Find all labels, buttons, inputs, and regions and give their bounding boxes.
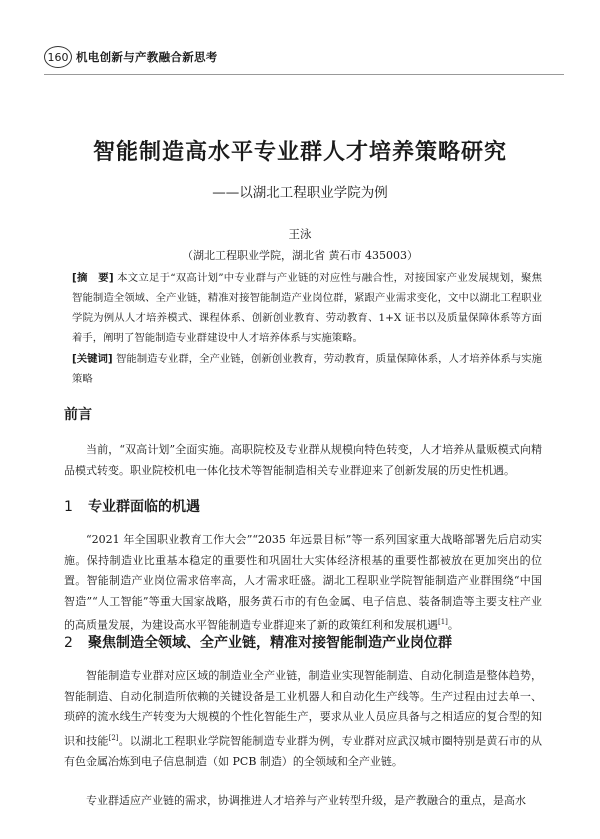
section-heading-2 — [64, 632, 452, 652]
article-title: 智能制造高水平专业群人才培养策略研究 — [92, 140, 507, 165]
author-affiliation: （湖北工程职业学院，湖北省 黄石市 435003） — [182, 249, 418, 262]
keywords — [72, 349, 542, 389]
keywords-label: [关键词] — [72, 353, 113, 365]
article-subtitle: ——以湖北工程职业学院为例 — [212, 185, 388, 201]
paragraph-preface-1: 当前，“双高计划”全面实施。高职院校及专业群从规模向特色转变，人才培养从量贩模式向精品模式转变。职业院校机电一体化技术等智能制造相关专业群迎来了创新发展的历史性机遇。 — [64, 443, 542, 477]
journal-name: 机电创新与产教融合新思考 — [76, 50, 218, 64]
paragraph-s2-1-text: 智能制造专业群对应区域的制造业全产业链，制造业实现智能制造、自动化制造是整体趋势，智能制造、自动化制造所依赖的关键设备是工业机器人和自动化生产线等。生产过程由过去单一、琐碎的流水线生产转变为大规模的个性化智能生产，要求从业人员应具备与之相适应的复合型的知识和技能 — [64, 669, 542, 748]
paragraph-s2-1 — [64, 666, 542, 772]
section-title-2: 聚焦制造全领域、全产业链，精准对接智能制造产业岗位群 — [88, 635, 452, 651]
citation-ref: [2] — [108, 733, 119, 742]
abstract-label: [摘 要] — [72, 272, 114, 284]
section-title-1: 专业群面临的机遇 — [88, 499, 200, 515]
running-header — [44, 44, 218, 70]
section-heading-1 — [64, 496, 200, 516]
paragraph-s1-1-end: 。 — [447, 618, 459, 632]
header-rule — [44, 74, 564, 75]
citation-ref: [1] — [438, 618, 448, 626]
page-number: 160 — [44, 46, 72, 68]
section-number-1: 1 — [64, 499, 73, 515]
section-number-2: 2 — [64, 635, 73, 651]
author-name: 王泳 — [288, 227, 312, 241]
abstract-text: 本文立足于“双高计划”中专业群与产业链的对应性与融合性，对接国家产业发展规划，聚焦智能制造全领域、全产业链，精准对接智能制造产业岗位群，紧跟产业需求变化，文中以湖北工程职业学院为例从人才培养模式、课程体系、创新创业教育、劳动教育、1+X 证书以及质量保障体系等方面着手，阐明了智能制造专业群建设中人才培养体系与实施策略。 — [72, 272, 542, 344]
paragraph-s1-1-text: “2021 年全国职业教育工作大会”“2035 年远景目标”等一系列国家重大战略部署先后启动实施。保持制造业比重基本稳定的重要性和巩固壮大实体经济根基的重要性都被放在更加突出的位置。智能制造产业岗位需求倍率高，人才需求旺盛。湖北工程职业学院智能制造产业群围绕“中国智造”“人工智能”等重大国家战略，服务黄石市的有色金属、电子信息、装备制造等主要支柱产业的高质量发展，为建设高水平智能制造专业群迎来了新的政策红利和发展机遇 — [64, 533, 542, 632]
paragraph-s1-1 — [64, 530, 542, 636]
abstract — [72, 268, 542, 348]
paragraph-s2-1-end: 。以湖北工程职业学院智能制造专业群为例，专业群对应武汉城市圈特别是黄石市的从有色金属冶炼到电子信息制造（如 PCB 制造）的全领域和全产业链。 — [64, 734, 543, 768]
keywords-text: 智能制造专业群，全产业链，创新创业教育，劳动教育，质量保障体系，人才培养体系与实施策略 — [72, 353, 542, 385]
section-heading-preface: 前言 — [64, 407, 92, 423]
paragraph-s2-2: 专业群适应产业链的需求，协调推进人才培养与产业转型升级，是产教融合的重点，是高水 — [86, 794, 526, 807]
